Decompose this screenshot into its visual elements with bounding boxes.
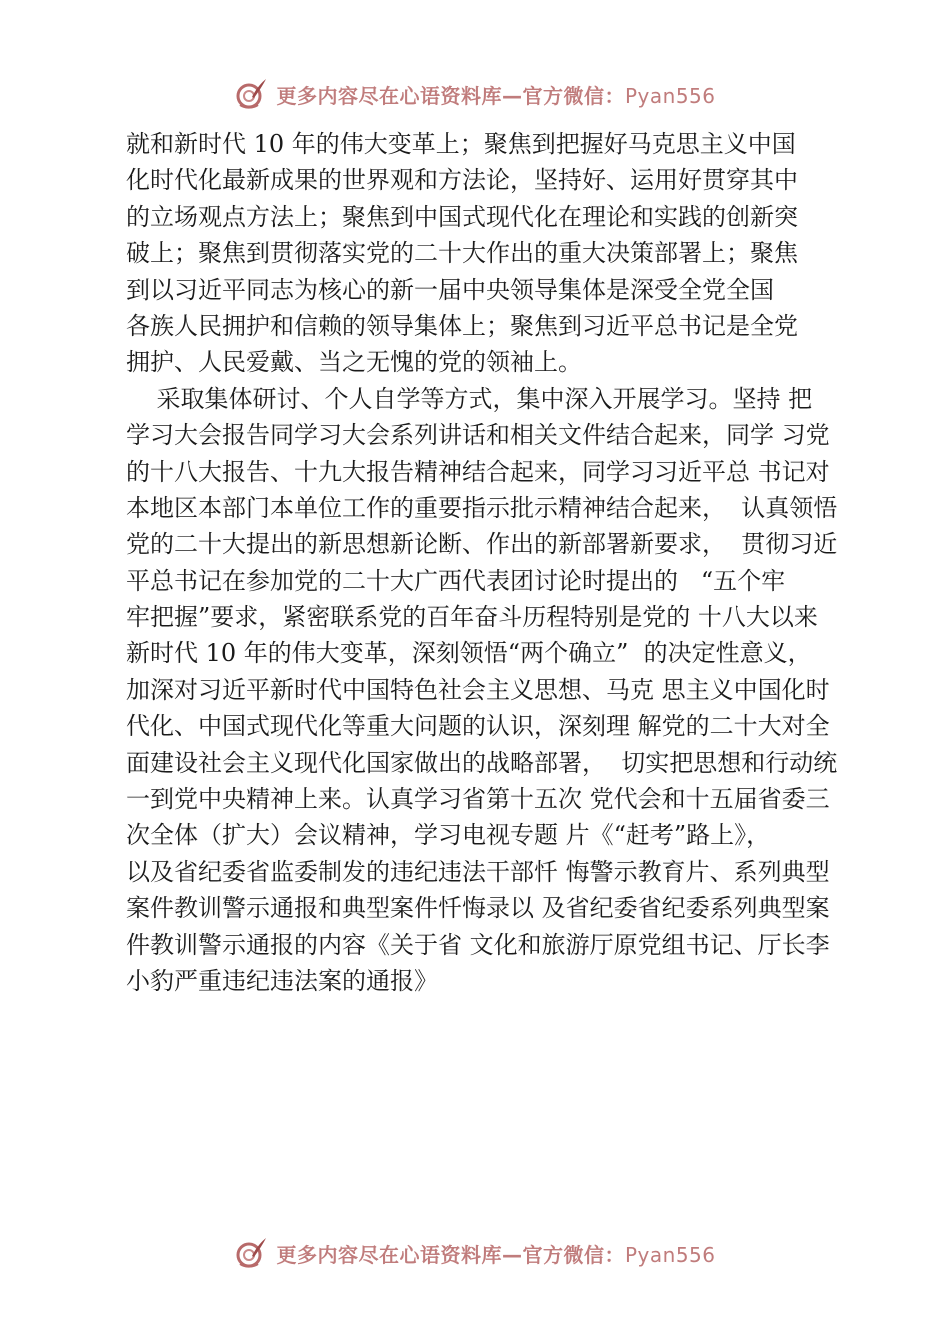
text-line: 案件教训警示通报和典型案件忏悔录以 及省纪委省纪委系列典型案 (126, 894, 830, 923)
text-line: 以及省纪委省监委制发的违纪违法干部忏 悔警示教育片、系列典型 (126, 857, 830, 886)
text-line: 牢把握”要求，紧密联系党的百年奋斗历程特别是党的 十八大以来 (126, 603, 818, 632)
text-line: 平总书记在参加党的二十大广西代表团讨论时提出的 “五个牢 (126, 566, 786, 595)
text-line: 一到党中央精神上来。认真学习省第十五次 党代会和十五届省委三 (126, 785, 830, 814)
watermark-text: 更多内容尽在心语资料库—官方微信：Pyan556 (276, 83, 716, 108)
text-line: 的立场观点方法上；聚焦到中国式现代化在理论和实践的创新突 (126, 202, 798, 231)
text-line: 就和新时代 10 年的伟大变革上；聚焦到把握好马克思主义中国 (126, 130, 796, 158)
text-line: 加深对习近平新时代中国特色社会主义思想、马克 思主义中国化时 (126, 675, 830, 704)
quill-swirl-icon (234, 77, 268, 111)
text-line: 采取集体研讨、个人自学等方式，集中深入开展学习。坚持 把 (126, 384, 813, 413)
quill-swirl-icon (234, 1236, 268, 1270)
text-line: 次全体（扩大）会议精神，学习电视专题 片《“赶考”路上》， (126, 821, 771, 850)
text-line: 到以习近平同志为核心的新一届中央领导集体是深受全党全国 (126, 275, 774, 304)
text-line: 党的二十大提出的新思想新论断、作出的新部署新要求， 贯彻习近 (126, 530, 838, 559)
text-line: 拥护、人民爱戴、当之无愧的党的领袖上。 (126, 348, 582, 377)
footer-watermark-banner (0, 1233, 950, 1273)
text-line: 的十八大报告、十九大报告精神结合起来，同学习习近平总 书记对 (126, 457, 830, 486)
text-line: 各族人民拥护和信赖的领导集体上；聚焦到习近平总书记是全党 (126, 311, 798, 340)
text-line: 新时代 10 年的伟大变革，深刻领悟“两个确立” 的决定性意义， (126, 639, 812, 668)
header-watermark-banner (0, 74, 950, 114)
wechat-id: Pyan556 (624, 1242, 716, 1267)
text-line: 件教训警示通报的内容《关于省 文化和旅游厅原党组书记、厅长李 (126, 930, 830, 959)
text-line: 化时代化最新成果的世界观和方法论，坚持好、运用好贯穿其中 (126, 166, 798, 195)
text-line: 本地区本部门本单位工作的重要指示批示精神结合起来， 认真领悟 (126, 493, 838, 522)
text-line: 破上；聚焦到贯彻落实党的二十大作出的重大决策部署上；聚焦 (126, 239, 798, 268)
text-line: 面建设社会主义现代化国家做出的战略部署， 切实把思想和行动统 (126, 748, 838, 777)
text-line: 代化、中国式现代化等重大问题的认识，深刻理 解党的二十大对全 (126, 712, 830, 741)
document-body (126, 126, 861, 999)
watermark-text: 更多内容尽在心语资料库—官方微信：Pyan556 (276, 1242, 716, 1267)
text-line: 小豹严重违纪违法案的通报》 (126, 966, 438, 995)
text-line: 学习大会报告同学习大会系列讲话和相关文件结合起来，同学 习党 (126, 421, 830, 450)
wechat-id: Pyan556 (624, 83, 716, 108)
